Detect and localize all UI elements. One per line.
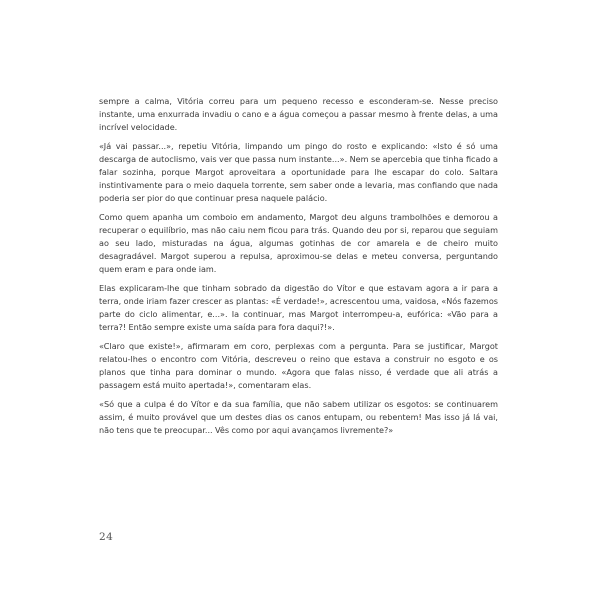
- page-number: 24: [99, 531, 114, 543]
- paragraph-6: «Só que a culpa é do Vítor e da sua família, que não sabem utilizar os esgotos: se continuarem assim, é muito provável que um destes dias os canos entupam, ou rebentem! Mas isso já lá vai, não tens que te preocupar... Vês como por aqui avançamos livremente?»: [99, 399, 498, 435]
- paragraph-2: «Já vai passar...», repetiu Vitória, limpando um pingo do rosto e explicando: «Isto é só uma descarga de autoclismo, vais ver que passa num instante...». Nem se apercebia que tinha ficado a falar sozinha, porque Margot aproveitara a oportunidade para lhe escapar do colo. Saltara instintivamente para o meio daquela torrente, sem saber onde a levaria, mas confiando que nada poderia ser pior do que continuar presa naquele palácio.: [99, 141, 498, 203]
- paragraph-4: Elas explicaram-lhe que tinham sobrado da digestão do Vítor e que estavam agora a ir para a terra, onde iriam fazer crescer as plantas: «É verdade!», acrescentou uma, vaidosa, «Nós fazemos parte do ciclo alimentar, e...». Ia continuar, mas Margot interrompeu-a, eufórica: «Vão para a terra?! Então sempre existe uma saída para fora daqui?!».: [99, 283, 498, 332]
- paragraph-5: «Claro que existe!», afirmaram em coro, perplexas com a pergunta. Para se justificar, Margot relatou-lhes o encontro com Vitória, descreveu o reino que estava a construir no esgoto e os planos que tinha para dominar o mundo. «Agora que falas nisso, é verdade que ali atrás a passagem está muito apertada!», comentaram elas.: [99, 341, 498, 390]
- paragraph-3: Como quem apanha um comboio em andamento, Margot deu alguns trambolhões e demorou a recuperar o equilíbrio, mas não caiu nem ficou para trás. Quando deu por si, reparou que seguiam ao seu lado, misturadas na água, algumas gotinhas de cor amarela e de cheiro muito desagradável. Margot superou a repulsa, aproximou-se delas e meteu conversa, perguntando quem eram e para onde iam.: [99, 212, 498, 274]
- body-text: [99, 95, 498, 443]
- paragraph-1: sempre a calma, Vitória correu para um pequeno recesso e esconderam-se. Nesse preciso instante, uma enxurrada invadiu o cano e a água começou a passar mesmo à frente delas, a uma incrível velocidade.: [99, 96, 498, 132]
